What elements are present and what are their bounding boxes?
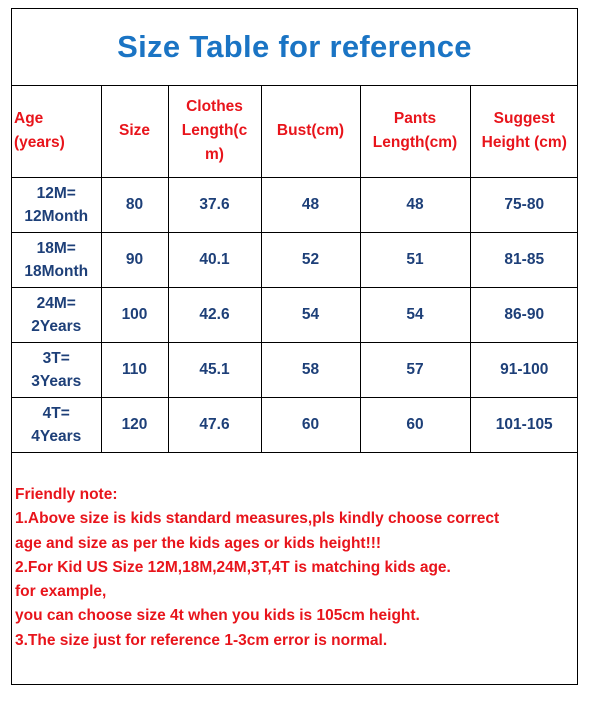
cell-pants: 51 — [360, 232, 470, 287]
note-line: you can choose size 4t when you kids is 105cm height. — [15, 607, 420, 625]
table-row — [12, 342, 578, 397]
header-bust: Bust(cm) — [261, 86, 360, 177]
page-title: Size Table for reference — [117, 29, 472, 64]
cell-age: 4T= 4Years — [12, 397, 101, 452]
cell-length: 47.6 — [168, 397, 261, 452]
cell-age: 18M= 18Month — [12, 232, 101, 287]
cell-size: 80 — [101, 177, 168, 232]
header-clothes-length: Clothes Length(c m) — [168, 86, 261, 177]
cell-age: 3T= 3Years — [12, 342, 101, 397]
cell-size: 100 — [101, 287, 168, 342]
note-line: for example, — [15, 583, 107, 601]
header-size: Size — [101, 86, 168, 177]
cell-size: 120 — [101, 397, 168, 452]
cell-bust: 58 — [261, 342, 360, 397]
cell-bust: 60 — [261, 397, 360, 452]
header-pants-length: Pants Length(cm) — [360, 86, 470, 177]
note-line: 3.The size just for reference 1-3cm error is normal. — [15, 631, 388, 649]
table-row — [12, 177, 578, 232]
note-line: 2.For Kid US Size 12M,18M,24M,3T,4T is matching kids age. — [15, 558, 451, 576]
cell-height: 91-100 — [470, 342, 578, 397]
cell-age: 12M= 12Month — [12, 177, 101, 232]
cell-height: 101-105 — [470, 397, 578, 452]
header-suggest-height: Suggest Height (cm) — [470, 86, 578, 177]
table-row — [12, 397, 578, 452]
cell-pants: 60 — [360, 397, 470, 452]
cell-pants: 57 — [360, 342, 470, 397]
cell-size: 90 — [101, 232, 168, 287]
friendly-notes — [15, 483, 577, 653]
cell-age: 24M= 2Years — [12, 287, 101, 342]
note-line: age and size as per the kids ages or kids height!!! — [15, 534, 382, 552]
cell-length: 40.1 — [168, 232, 261, 287]
cell-bust: 48 — [261, 177, 360, 232]
cell-height: 75-80 — [470, 177, 578, 232]
cell-height: 86-90 — [470, 287, 578, 342]
header-row — [12, 86, 578, 177]
note-line: Friendly note: — [15, 486, 118, 503]
cell-height: 81-85 — [470, 232, 578, 287]
cell-bust: 54 — [261, 287, 360, 342]
cell-length: 37.6 — [168, 177, 261, 232]
cell-pants: 54 — [360, 287, 470, 342]
note-line: 1.Above size is kids standard measures,pls kindly choose correct — [15, 510, 500, 528]
table-row — [12, 232, 578, 287]
size-table — [12, 86, 578, 453]
cell-length: 45.1 — [168, 342, 261, 397]
cell-size: 110 — [101, 342, 168, 397]
cell-bust: 52 — [261, 232, 360, 287]
size-chart-frame — [11, 8, 578, 685]
cell-pants: 48 — [360, 177, 470, 232]
table-row — [12, 287, 578, 342]
header-age: Age (years) — [12, 86, 101, 177]
title-bar — [12, 9, 577, 86]
cell-length: 42.6 — [168, 287, 261, 342]
